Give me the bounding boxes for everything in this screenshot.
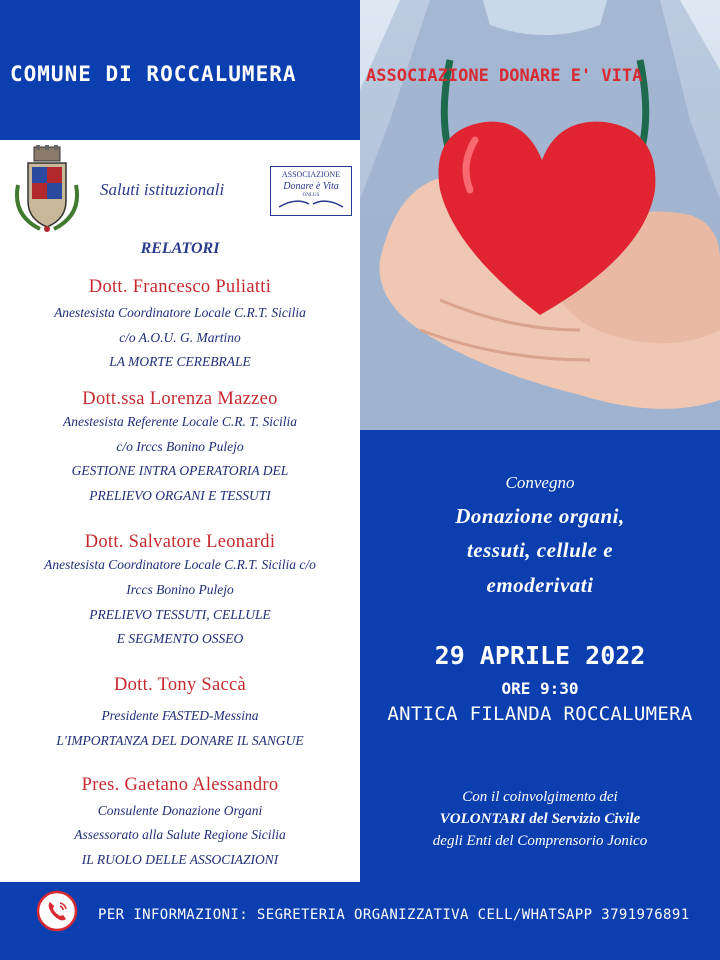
event-date: 29 APRILE 2022 xyxy=(434,641,646,670)
speaker-name: Dott.ssa Lorenza Mazzeo xyxy=(82,389,278,409)
institutional-greetings: Saluti istituzionali xyxy=(100,180,225,199)
event-time: ORE 9:30 xyxy=(501,679,579,698)
event-venue: ANTICA FILANDA ROCCALUMERA xyxy=(387,703,693,725)
speaker-role: Presidente FASTED-Messina xyxy=(101,708,259,723)
speaker-talk-title: E SEGMENTO OSSEO xyxy=(116,631,244,646)
event-type: Convegno xyxy=(505,473,575,492)
speaker-role: Consulente Donazione Organi xyxy=(97,803,263,818)
hero-photo xyxy=(360,0,720,430)
speaker-talk-title: LA MORTE CEREBRALE xyxy=(109,354,251,369)
speaker-name: Dott. Salvatore Leonardi xyxy=(84,532,276,552)
hands-logo-icon xyxy=(271,167,351,215)
speaker-name: Pres. Gaetano Alessandro xyxy=(81,775,279,795)
coat-of-arms-icon xyxy=(10,145,84,233)
speaker-role: Anestesista Referente Locale C.R. T. Sicilia xyxy=(63,414,297,429)
event-topic-line: emoderivati xyxy=(486,573,594,597)
association-title: ASSOCIAZIONE DONARE E' VITA xyxy=(366,66,643,86)
contact-info: PER INFORMAZIONI: SEGRETERIA ORGANIZZATIVA CELL/WHATSAPP 3791976891 xyxy=(98,907,690,923)
association-logo: ASSOCIAZIONE Donare è Vita ONLUS xyxy=(270,166,352,216)
speaker-talk-title: GESTIONE INTRA OPERATORIA DEL xyxy=(71,463,289,478)
speaker-talk-title: L'IMPORTANZA DEL DONARE IL SANGUE xyxy=(56,733,304,748)
speaker-affiliation: c/o Irccs Bonino Pulejo xyxy=(116,439,244,454)
speaker-talk-title: PRELIEVO ORGANI E TESSUTI xyxy=(89,488,271,503)
comune-title: COMUNE DI ROCCALUMERA xyxy=(10,62,297,86)
speaker-affiliation: Assessorato alla Salute Regione Sicilia xyxy=(74,827,286,842)
phone-icon xyxy=(36,890,78,932)
volunteers-line: Con il coinvolgimento dei xyxy=(462,789,618,805)
event-topic-line: Donazione organi, xyxy=(455,504,625,528)
speaker-talk-title: IL RUOLO DELLE ASSOCIAZIONI xyxy=(81,852,279,867)
volunteers-line: VOLONTARI del Servizio Civile xyxy=(439,811,641,827)
hands-heart-illustration xyxy=(360,0,720,430)
speakers-heading: RELATORI xyxy=(140,240,220,257)
volunteers-line: degli Enti del Comprensorio Jonico xyxy=(432,833,648,849)
speaker-name: Dott. Francesco Puliatti xyxy=(88,277,272,297)
speaker-affiliation: Irccs Bonino Pulejo xyxy=(126,582,234,597)
speaker-talk-title: PRELIEVO TESSUTI, CELLULE xyxy=(89,607,271,622)
speaker-name: Dott. Tony Saccà xyxy=(113,675,247,695)
event-topic-line: tessuti, cellule e xyxy=(466,538,614,562)
speaker-affiliation: c/o A.O.U. G. Martino xyxy=(119,330,241,345)
speaker-role: Anestesista Coordinatore Locale C.R.T. Sicilia c/o xyxy=(44,557,316,572)
speaker-role: Anestesista Coordinatore Locale C.R.T. Sicilia xyxy=(54,305,306,320)
